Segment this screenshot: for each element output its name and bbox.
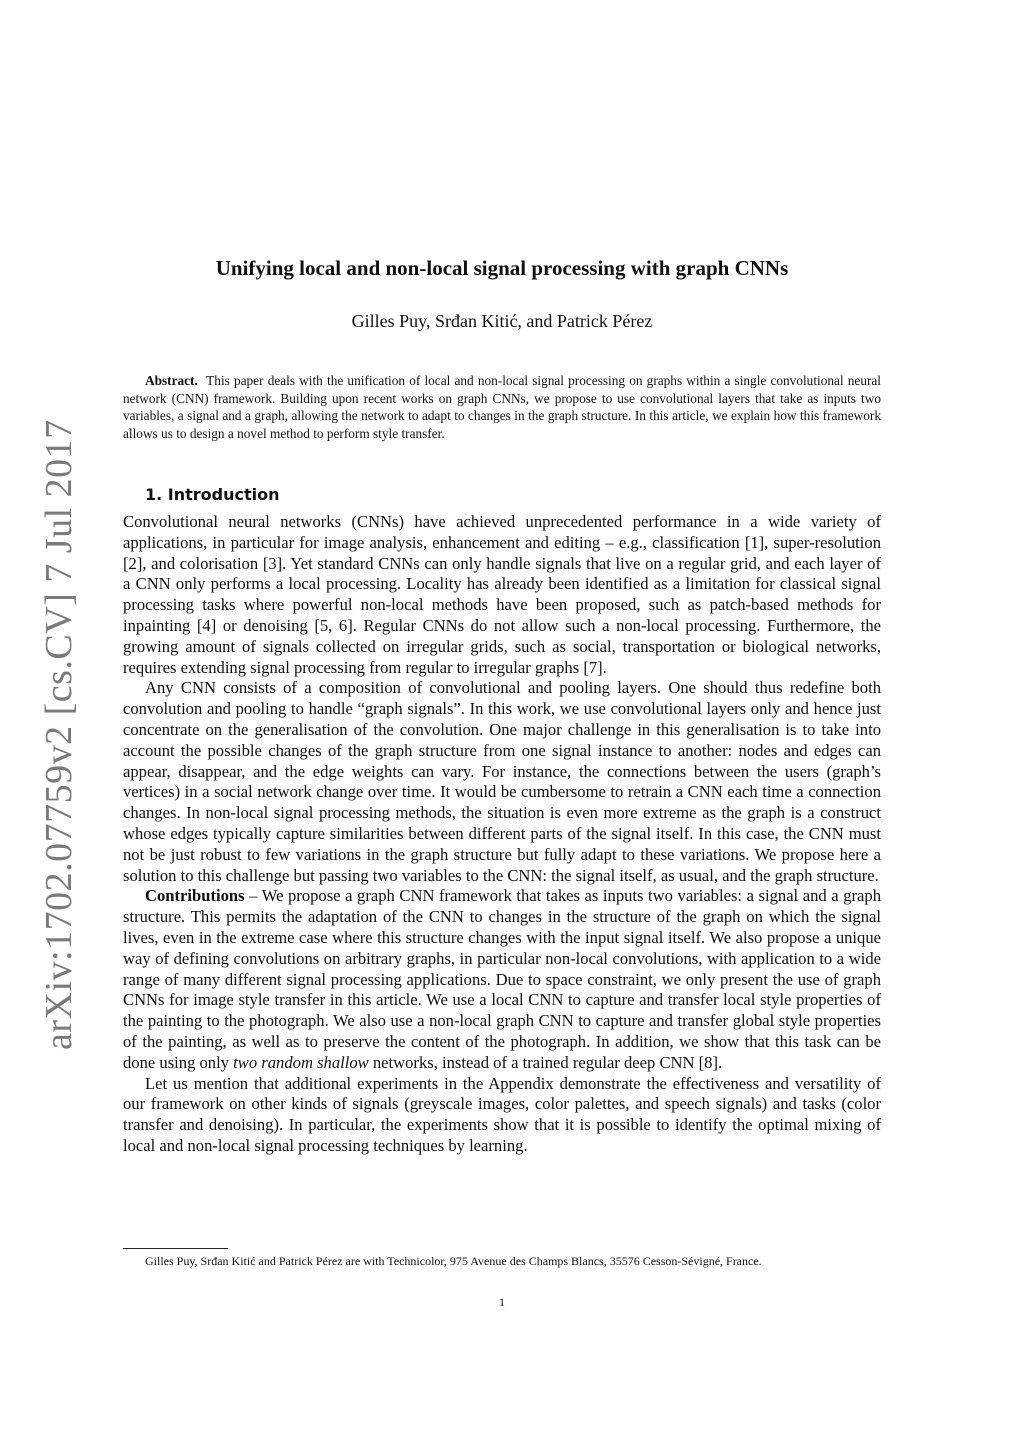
abstract-label: Abstract. — [145, 373, 198, 388]
contributions-emphasis: two random shallow — [233, 1052, 369, 1072]
author-list: Gilles Puy, Srđan Kitić, and Patrick Pérez — [351, 311, 653, 331]
footnote-rule — [123, 1248, 228, 1249]
introduction-body — [123, 512, 881, 1157]
intro-paragraph-4: Let us mention that additional experiments in the Appendix demonstrate the effectiveness and versatility of our framework on other kinds of signals (greyscale images, color palettes, and speech signals) and tasks (color transfer and denoising). In particular, the experiments show that it is possible to identify the optimal mixing of local and non-local signal processing techniques by learning. — [123, 1073, 881, 1155]
contributions-label: Contributions — [145, 886, 245, 906]
abstract-text: This paper deals with the unification of local and non-local signal processing on graphs within a single convolutional neural network (CNN) framework. Building upon recent works on graph CNNs, we propose to use convolutional layers that take as inputs two variables, a signal and a graph, allowing the network to adapt to changes in the graph structure. In this article, we explain how this framework allows us to design a novel method to perform style transfer. — [123, 373, 881, 441]
section-heading-introduction: 1. Introduction — [145, 485, 280, 504]
footnote-affiliation: Gilles Puy, Srđan Kitić and Patrick Pérez are with Technicolor, 975 Avenue des Champs Blancs, 35576 Cesson-Sévigné, France. — [145, 1254, 762, 1268]
paper-title: Unifying local and non-local signal processing with graph CNNs — [215, 256, 789, 280]
intro-paragraph-3 — [123, 886, 881, 1073]
abstract — [123, 372, 881, 442]
contributions-text-a: – We propose a graph CNN framework that takes as inputs two variables: a signal and a graph structure. This permits the adaptation of the CNN to changes in the structure of the graph on which the signal lives, even in the extreme case where this structure changes with the input signal itself. We also propose a unique way of defining convolutions on arbitrary graphs, in particular non-local convolutions, with application to a wide range of many different signal processing applications. Due to space constraint, we only present the use of graph CNNs for image style transfer in this article. We use a local CNN to capture and transfer local style properties of the painting to the photograph. We also use a non-local graph CNN to capture and transfer global style properties of the painting, as well as to preserve the content of the photograph. In addition, we show that this task can be done using only — [123, 886, 881, 1072]
intro-paragraph-1: Convolutional neural networks (CNNs) have achieved unprecedented performance in a wide variety of applications, in particular for image analysis, enhancement and editing – e.g., classification [1], super-resolution [2], and colorisation [3]. Yet standard CNNs can only handle signals that live on a regular grid, and each layer of a CNN only performs a local processing. Locality has already been identified as a limitation for classical signal processing tasks where powerful non-local methods have been proposed, such as patch-based methods for inpainting [4] or denoising [5, 6]. Regular CNNs do not allow such a non-local processing. Furthermore, the growing amount of signals collected on irregular grids, such as social, transportation or biological networks, requires extending signal processing from regular to irregular graphs [7]. — [123, 512, 881, 677]
arxiv-identifier-stamp: arXiv:1702.07759v2 [cs.CV] 7 Jul 2017 — [38, 419, 80, 1050]
contributions-text-b: networks, instead of a trained regular deep CNN [8]. — [368, 1052, 723, 1072]
intro-paragraph-2: Any CNN consists of a composition of convolutional and pooling layers. One should thus redefine both convolution and pooling to handle “graph signals”. In this work, we use convolutional layers only and hence just concentrate on the generalisation of the convolution. One major challenge in this generalisation is to take into account the possible changes of the graph structure from one signal instance to another: nodes and edges can appear, disappear, and the edge weights can vary. For instance, the connections between the users (graph’s vertices) in a social network change over time. It would be cumbersome to retrain a CNN each time a connection changes. In non-local signal processing methods, the situation is even more extreme as the graph is a construct whose edges typically capture similarities between different parts of the signal itself. In this case, the CNN must not be just robust to few variations in the graph structure but fully adapt to these variations. We propose here a solution to this challenge but passing two variables to the CNN: the signal itself, as usual, and the graph structure. — [123, 678, 881, 885]
page-number: 1 — [499, 1295, 505, 1309]
